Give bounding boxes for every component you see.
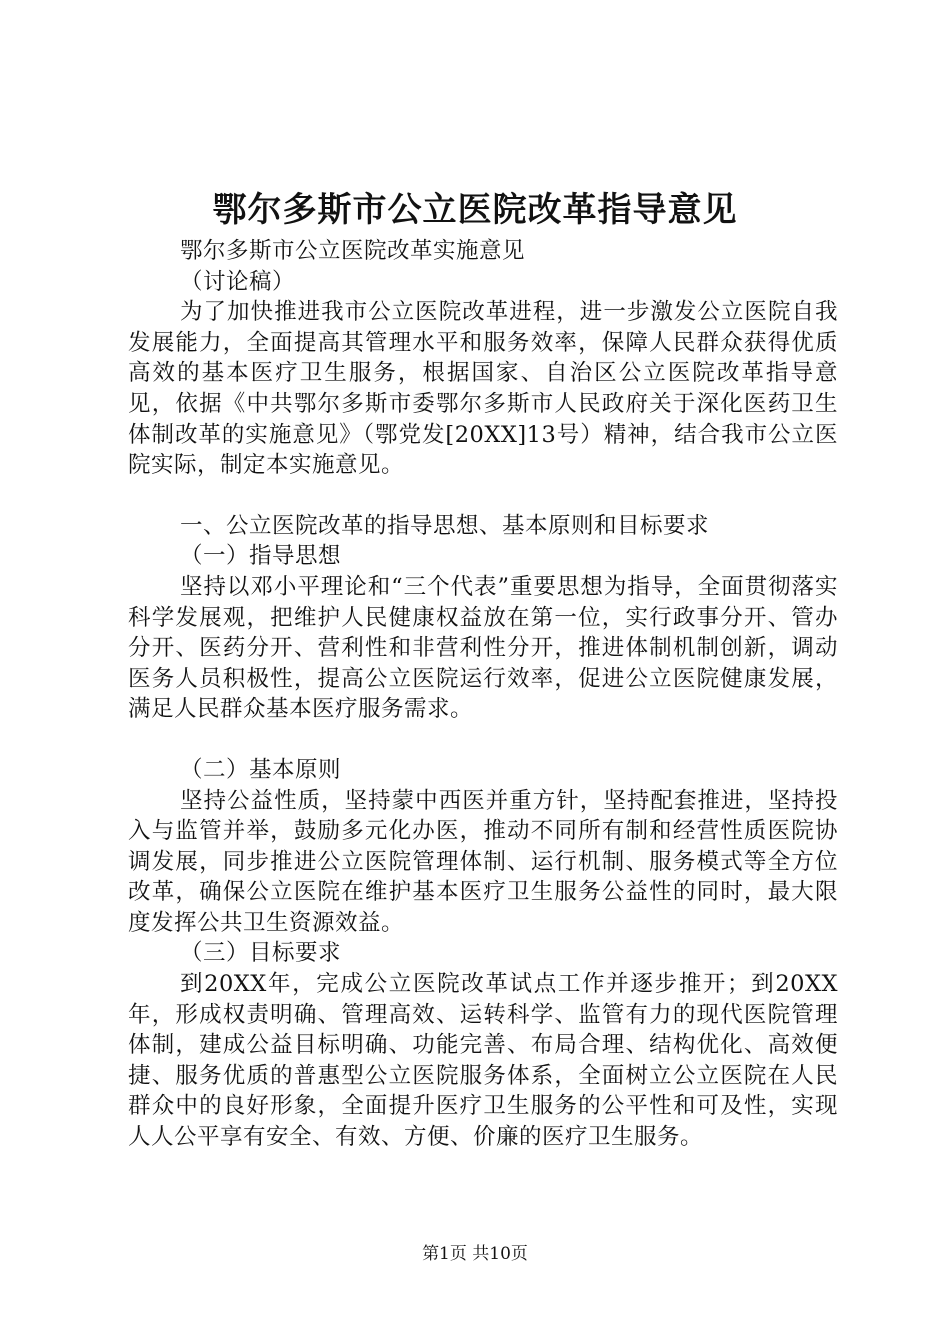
subsection-heading-guiding-thought: （一）指导思想 — [180, 543, 342, 570]
goals-paragraph: 到20XX年，完成公立医院改革试点工作并逐步推开；到20XX年，形成权责明确、管理高效、运转科学、监管有力的现代医院管理体制，建成公益目标明确、功能完善、布局合理、结构优化、高效便捷、服务优质的普惠型公立医院服务体系，全面树立公立医院在人民群众中的良好形象，全面提升医疗卫生服务的公平性和可及性，实现人人公平享有安全、有效、方便、价廉的医疗卫生服务。 — [128, 971, 838, 1151]
page-footer: 第1页 共10页 — [422, 1244, 528, 1264]
subsection-heading-basic-principles: （二）基本原则 — [180, 756, 342, 783]
intro-paragraph: 为了加快推进我市公立医院改革进程，进一步激发公立医院自我发展能力，全面提高其管理水平和服务效率，保障人民群众获得优质高效的基本医疗卫生服务，根据国家、自治区公立医院改革指导意见，依据《中共鄂尔多斯市委鄂尔多斯市人民政府关于深化医药卫生体制改革的实施意见》（鄂党发[20XX]13号）精神，结合我市公立医院实际，制定本实施意见。 — [128, 299, 838, 479]
basic-principles-paragraph: 坚持公益性质，坚持蒙中西医并重方针，坚持配套推进，坚持投入与监管并举，鼓励多元化办医，推动不同所有制和经营性质医院协调发展，同步推进公立医院管理体制、运行机制、服务模式等全方位改革，确保公立医院在维护基本医疗卫生服务公益性的同时，最大限度发挥公共卫生资源效益。 — [128, 787, 838, 936]
draft-note: （讨论稿） — [180, 268, 296, 295]
document-body — [128, 236, 838, 1153]
subsection-heading-goals: （三）目标要求 — [180, 940, 342, 967]
document-subtitle: 鄂尔多斯市公立医院改革实施意见 — [180, 238, 526, 264]
guiding-thought-paragraph: 坚持以邓小平理论和“三个代表”重要思想为指导，全面贯彻落实科学发展观，把维护人民健康权益放在第一位，实行政事分开、管办分开、医药分开、营利性和非营利性分开，推进体制机制创新，调动医务人员积极性，提高公立医院运行效率，促进公立医院健康发展，满足人民群众基本医疗服务需求。 — [128, 573, 838, 723]
document-title: 鄂尔多斯市公立医院改革指导意见 — [212, 190, 738, 230]
paragraph-gap — [128, 725, 838, 755]
section-heading-1: 一、公立医院改革的指导思想、基本原则和目标要求 — [180, 512, 710, 539]
paragraph-gap — [128, 481, 838, 511]
